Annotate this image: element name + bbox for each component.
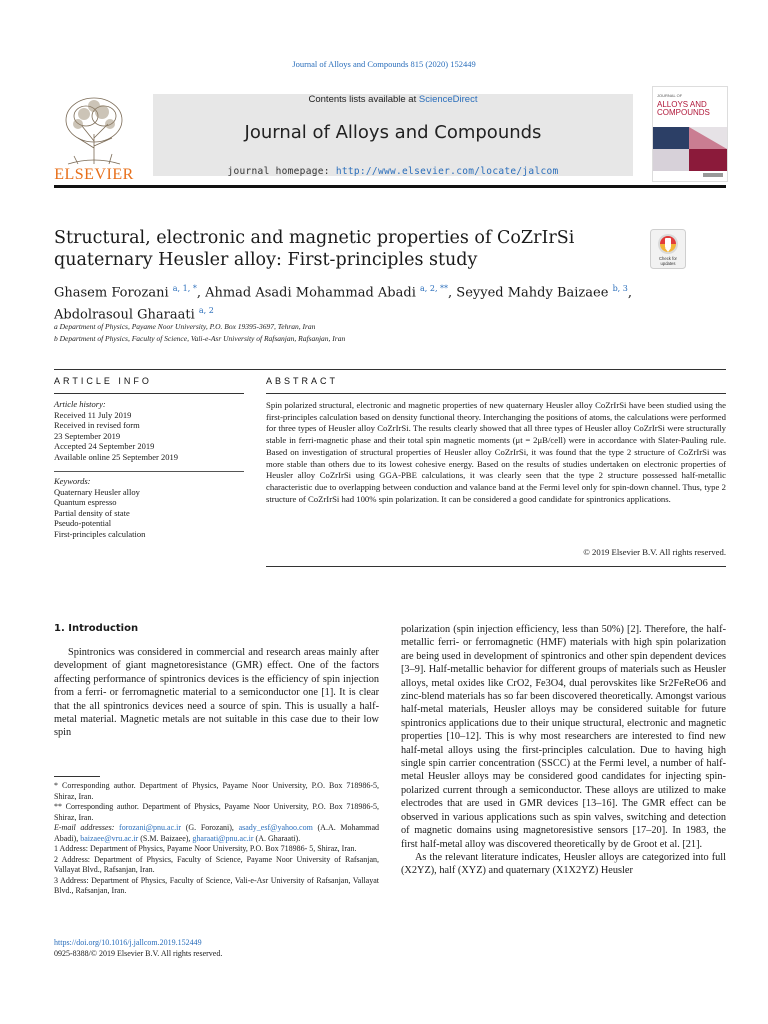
author-name[interactable]: Ahmad Asadi Mohammad Abadi	[205, 285, 416, 301]
history-item: Accepted 24 September 2019	[54, 441, 155, 451]
abstract-rule	[266, 393, 726, 394]
abstract-copyright: © 2019 Elsevier B.V. All rights reserved.	[583, 547, 726, 557]
keyword: Partial density of state	[54, 507, 130, 518]
homepage-link[interactable]: http://www.elsevier.com/locate/jalcom	[335, 166, 559, 177]
author-name[interactable]: Abdolrasoul Gharaati	[54, 307, 195, 323]
homepage-line: journal homepage: http://www.elsevier.com/locate/jalcom	[227, 166, 559, 177]
elsevier-wordmark: ELSEVIER	[54, 166, 134, 183]
journal-cover-thumbnail[interactable]	[652, 86, 728, 182]
footnotes	[54, 781, 379, 897]
journal-header	[54, 86, 726, 184]
svg-text:Check for: Check for	[659, 256, 677, 261]
keyword: Quaternary Heusler alloy	[54, 486, 140, 497]
footnote-address-3: 3 Address: Department of Physics, Faculty of Science, Vali-e-Asr University of Rafsanjan, Vallayat Blvd., Rafsanjan, Iran.	[54, 875, 379, 895]
author-name[interactable]: Ghasem Forozani	[54, 285, 169, 301]
email-link[interactable]: asady_esf@yahoo.com	[238, 823, 313, 832]
article-info-rule	[54, 393, 244, 394]
author-affil-marker[interactable]: a, 2, **	[420, 284, 449, 293]
history-item: Available online 25 September 2019	[54, 451, 179, 462]
doi-block	[54, 937, 222, 959]
section-heading-introduction: 1. Introduction	[54, 623, 139, 634]
history-label: Article history:	[54, 399, 106, 409]
intro-paragraph: Spintronics was considered in commercial and research areas mainly after development of giant magnetoresistance (GMR) effect. One of the factors affecting performance of spintronics devices is the efficiency of spin injection from a ferri- or ferromagnetic material to a semiconductor one [1]. It is clear that the all spintronics devices need a source of spin. This is usually a half-metal material. Magnetic metals are not suitable in this case due to their low spin	[54, 647, 379, 739]
abstract-text: Spin polarized structural, electronic and magnetic properties of new quaternary Heusler alloy CoZrIrSi have been studied using the first-principles calculation based on density functional theory. Interchanging the positions of atoms, the calculations were performed for three types of Heusler alloy CoZrIrSi. The results clearly showed that all three types of Heusler alloy CoZrIrSi were structurally stable in ferri-magnetic phase and their total spin magnetic moments (μt = 2μB/cell) were in accordance with Slater-Pauling rule. Based on investigation of structural properties of Heusler alloy CoZrIrSi, it was found that the type 2 structure of CoZrIrSi was more stable than others due to its lowest cohesive energy. Based on the results of studies undertaken on electronic properties of Heusler alloy CoZrIrSi using GGA-PBE calculations, it was clearly seen that the type 2 structure possessed half-metallic characteristic due to overlapping between conduction and valance band at the Fermi level only for spin-down channel. Thus, type 2 structure of CoZrIrSi had 100% spin polarization. It can be considered a good candidate for spintronics applications.	[266, 400, 726, 504]
cover-title: ALLOYS AND COMPOUNDS	[657, 100, 710, 117]
article-info-heading: ARTICLE INFO	[54, 376, 152, 386]
keywords-label: Keywords:	[54, 476, 91, 486]
keyword: Quantum espresso	[54, 497, 117, 507]
journal-banner	[153, 94, 633, 176]
intro-paragraph: polarization (spin injection efficiency, less than 50%) [2]. Therefore, the half-metallic ferri- or ferromagnetic (HMF) materials with high spin polarization are being used in development of spintronics and other spin dependent devices [3–9]. Half-metallic behavior for different groups of materials such as Heusler alloys, metal oxides like CrO2, Fe3O4, dual perovskites like Sr2FeReO6 and zinc-blend materials has so far been discovered theoretically. Amongst various half-metal materials, Heusler alloys may be considered suitable for future spintronics applications due to their unique structural, electronic and magnetic properties [10–12]. This is why most researchers are interested to find new half-metal alloys using the first-principles calculation. Due to having high single spin carrier concentration (SSCC) at the Fermi level, a number of half-metal Heusler alloys may be considered good candidates for injecting spin-polarized current through a semiconductor. These alloys are utilized to make electrodes that are used in GMR devices [13–16]. The GMR effect can be observed in various applications such as spin valves, switching and detection of magnetic domains using magnetoresistive sensors [17–20]. In 1983, the first half-metal alloy was discovered theoretically by de Groot et al. [21].	[401, 624, 726, 850]
author-list: Ghasem Forozani $^{a, 1, *}$, Ahmad Asadi Mohammad Abadi $^{a, 2, **}$, Seyyed Mahdy Baizaee $^{b, 3}$, Abdolrasoul Gharaati $^{a, 2}$	[54, 284, 632, 323]
footnote-rule	[54, 776, 100, 777]
sciencedirect-link[interactable]: ScienceDirect	[418, 94, 478, 105]
journal-title: Journal of Alloys and Compounds	[244, 122, 542, 143]
affiliation-b: b Department of Physics, Faculty of Science, Vali-e-Asr University of Rafsanjan, Rafsanjan, Iran	[54, 334, 346, 343]
article-info	[54, 399, 244, 539]
keyword: Pseudo-potential	[54, 518, 112, 528]
footnote-emails: E-mail addresses: forozani@pnu.ac.ir (G. Forozani), asady_esf@yahoo.com (A.A. Mohammad Abadi), baizaee@vru.ac.ir (S.M. Baizaee), gharaati@pnu.ac.ir (A. Gharaati).	[54, 823, 380, 843]
doi-link[interactable]: https://doi.org/10.1016/j.jallcom.2019.152449	[54, 938, 202, 947]
contents-line: Contents lists available at ScienceDirect	[308, 94, 478, 105]
intro-paragraph: As the relevant literature indicates, Heusler alloys are categorized into full (X2YZ), half (XYZ) and quaternary (X1X2YZ) Heusler	[401, 851, 726, 877]
article-title: Structural, electronic and magnetic properties of CoZrIrSi quaternary Heusler alloy: First-principles study	[54, 228, 575, 270]
footnote-address-2: 2 Address: Department of Physics, Faculty of Science, Payame Noor University of Rafsanjan, Vallayat Blvd., Rafsanjan, Iran.	[54, 854, 379, 874]
email-link[interactable]: baizaee@vru.ac.ir	[80, 833, 139, 843]
cover-journal-of: JOURNAL OF	[657, 93, 683, 98]
email-link[interactable]: forozani@pnu.ac.ir	[119, 823, 182, 832]
header-rule	[54, 185, 726, 188]
journal-reference-link[interactable]: Journal of Alloys and Compounds 815 (2020) 152449	[292, 59, 476, 69]
author-affil-marker[interactable]: a, 1, *	[172, 284, 197, 293]
footnote-corresponding-1: * Corresponding author. Department of Physics, Payame Noor University, P.O. Box 718986-5, Shiraz, Iran.	[54, 781, 379, 801]
affiliation-a: a Department of Physics, Payame Noor University, P.O. Box 19395-3697, Tehran, Iran	[54, 322, 316, 331]
history-item: 23 September 2019	[54, 430, 121, 441]
abstract-heading: ABSTRACT	[266, 376, 339, 386]
history-item: Received 11 July 2019	[54, 409, 132, 420]
keywords-rule	[54, 471, 244, 472]
issn-copyright: 0925-8388/© 2019 Elsevier B.V. All rights reserved.	[54, 949, 223, 958]
history-item: Received in revised form	[54, 420, 140, 430]
intro-right-column	[401, 623, 726, 878]
abstract-bottom-rule	[266, 566, 726, 567]
check-for-updates-badge[interactable]	[650, 229, 686, 269]
author-affil-marker[interactable]: a, 2	[198, 306, 214, 316]
intro-left-column	[54, 646, 379, 740]
footnote-corresponding-2: ** Corresponding author. Department of Physics, Payame Noor University, P.O. Box 718986-5, Shiraz, Iran.	[54, 802, 379, 822]
svg-text:updates: updates	[660, 261, 676, 266]
keyword: First-principles calculation	[54, 528, 146, 539]
email-link[interactable]: gharaati@pnu.ac.ir	[192, 833, 254, 843]
cover-artwork	[653, 123, 727, 181]
author-name[interactable]: Seyyed Mahdy Baizaee	[456, 285, 609, 301]
footnote-address-1: 1 Address: Department of Physics, Payame Noor University, P.O. Box 718986- 5, Shiraz, Iran.	[54, 844, 357, 853]
author-affil-marker[interactable]: b, 3	[612, 284, 628, 293]
affiliation-rule	[54, 369, 726, 370]
check-updates-icon	[650, 229, 686, 269]
